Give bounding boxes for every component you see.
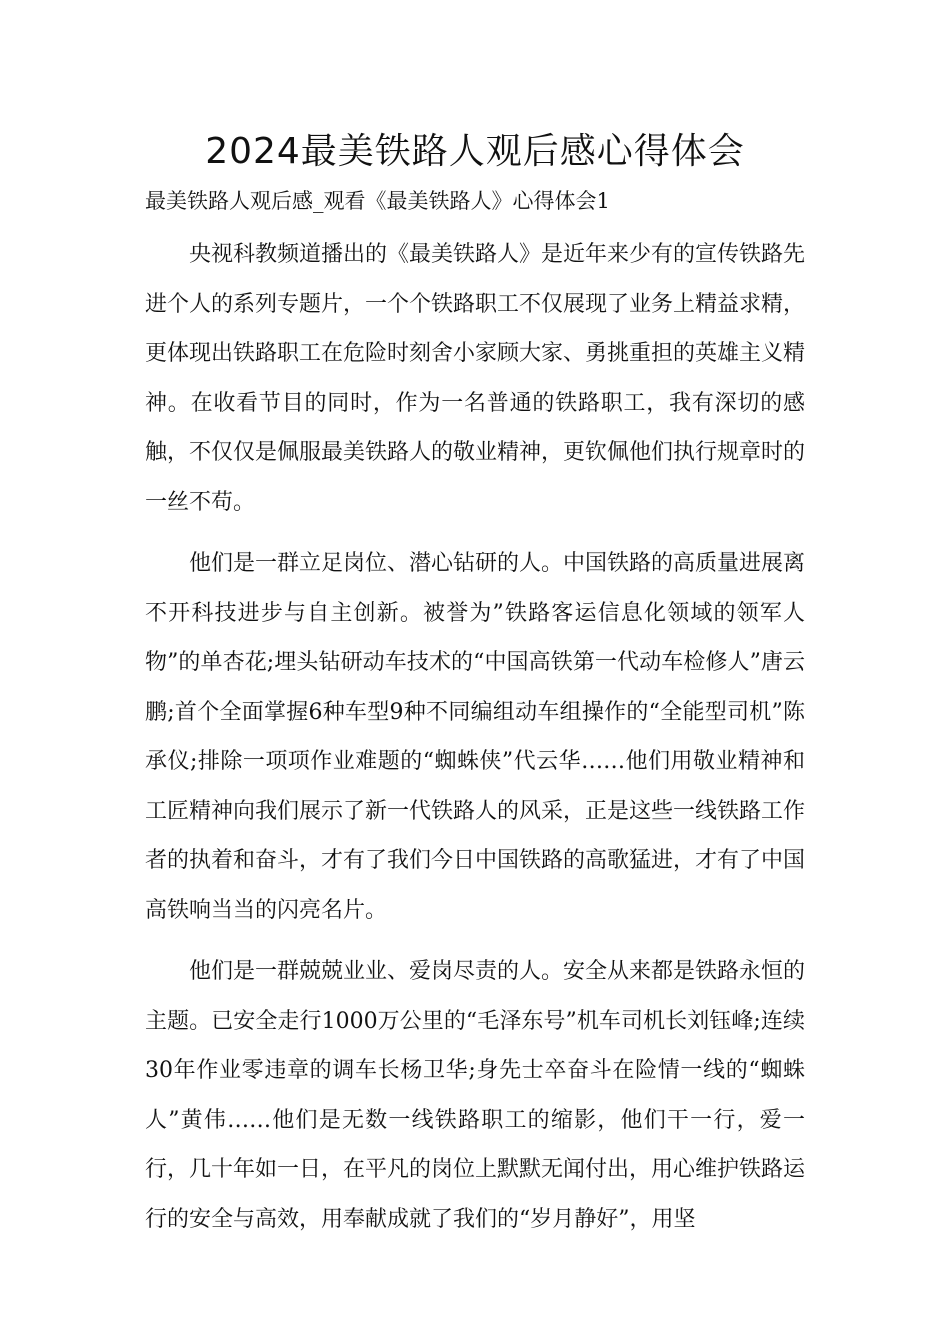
paragraph-1: 央视科教频道播出的《最美铁路人》是近年来少有的宣传铁路先进个人的系列专题片，一个个铁路职工不仅展现了业务上精益求精，更体现出铁路职工在危险时刻舍小家顾大家、勇挑重担的英雄主义精神。在收看节目的同时，作为一名普通的铁路职工，我有深切的感触，不仅仅是佩服最美铁路人的敬业精神，更钦佩他们执行规章时的一丝不苟。 xyxy=(145,242,806,515)
paragraph-2: 他们是一群立足岗位、潜心钻研的人。中国铁路的高质量进展离不开科技进步与自主创新。被誉为”铁路客运信息化领域的领军人物”的单杏花;埋头钻研动车技术的“中国高铁第一代动车检修人”唐云鹏;首个全面掌握6种车型9种不同编组动车组操作的“全能型司机”陈承仪;排除一项项作业难题的“蜘蛛侠”代云华……他们用敬业精神和工匠精神向我们展示了新一代铁路人的风采，正是这些一线铁路工作者的执着和奋斗，才有了我们今日中国铁路的高歌猛进，才有了中国高铁响当当的闪亮名片。 xyxy=(145,551,806,923)
paragraph-3: 他们是一群兢兢业业、爱岗尽责的人。安全从来都是铁路永恒的主题。已安全走行1000万公里的“毛泽东号”机车司机长刘钰峰;连续30年作业零违章的调车长杨卫华;身先士卒奋斗在险情一线的“蜘蛛人”黄伟……他们是无数一线铁路职工的缩影，他们干一行，爱一行，几十年如一日，在平凡的岗位上默默无闻付出，用心维护铁路运行的安全与高效，用奉献成就了我们的“岁月静好”，用坚 xyxy=(145,959,806,1232)
document-body xyxy=(145,230,805,1256)
document-subtitle: 最美铁路人观后感_观看《最美铁路人》心得体会1 xyxy=(145,189,610,213)
document-title: 2024最美铁路人观后感心得体会 xyxy=(205,131,745,172)
